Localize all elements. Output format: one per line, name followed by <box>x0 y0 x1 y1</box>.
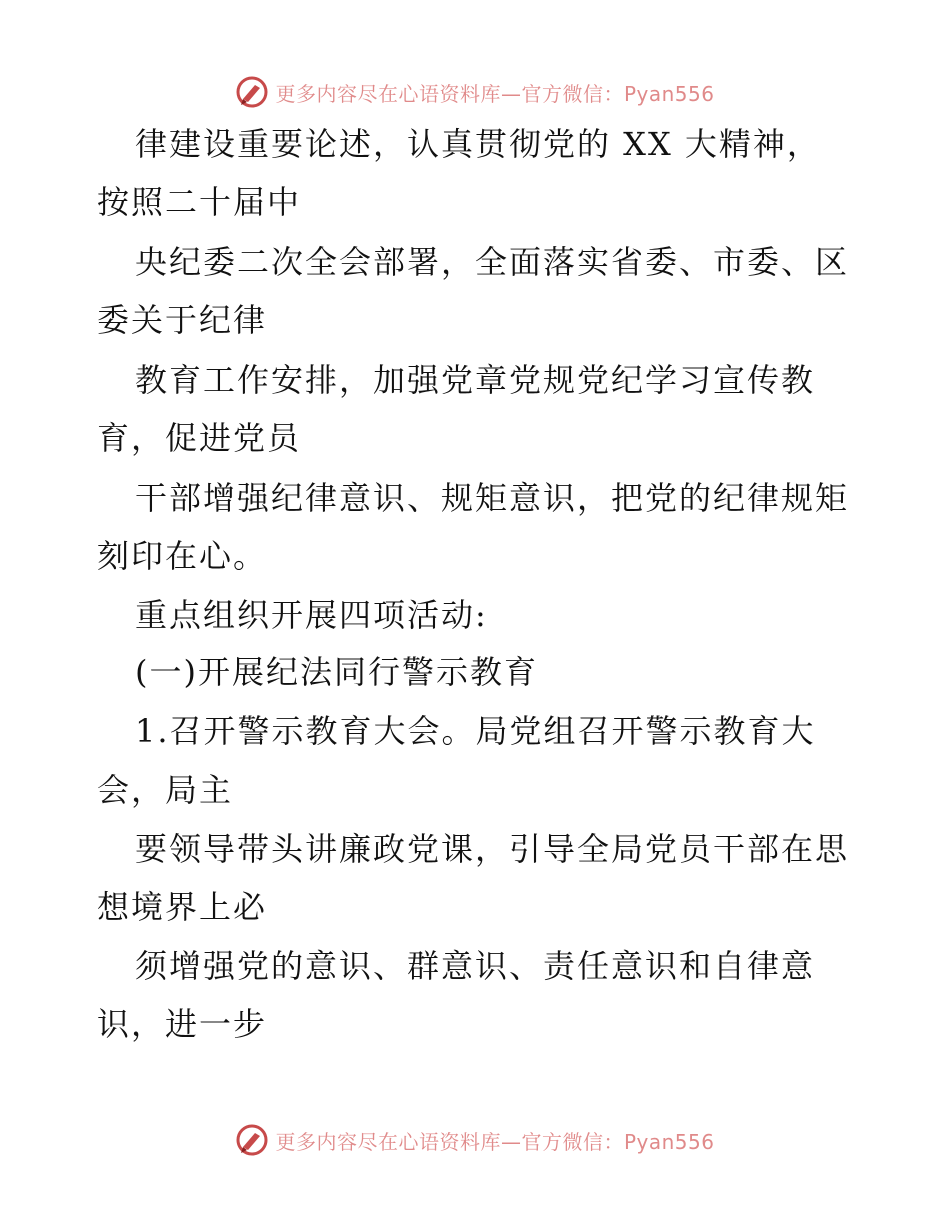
footer-watermark <box>0 1120 950 1160</box>
body-line-3: 央纪委二次全会部署，全面落实省委、市委、区 <box>135 243 850 281</box>
body-line-5: 教育工作安排，加强党章党规党纪学习宣传教 <box>135 361 816 399</box>
body-line-6: 育，促进党员 <box>97 419 302 457</box>
watermark-text: 更多内容尽在心语资料库—官方微信：Pyan556 <box>275 1129 715 1154</box>
section-heading: (一)开展纪法同行警示教育 <box>135 653 538 691</box>
body-line-12: 会，局主 <box>97 771 234 809</box>
header-watermark <box>0 72 950 112</box>
body-line-9: 重点组织开展四项活动: <box>135 596 488 634</box>
body-line-8: 刻印在心。 <box>97 537 268 575</box>
body-line-2: 按照二十届中 <box>97 183 302 221</box>
pen-logo-icon <box>235 75 269 109</box>
body-line-11: 1.召开警示教育大会。局党组召开警示教育大 <box>135 712 816 750</box>
body-line-14: 想境界上必 <box>97 888 268 926</box>
body-line-1: 律建设重要论述，认真贯彻党的 XX 大精神， <box>135 125 821 163</box>
body-line-15: 须增强党的意识、群意识、责任意识和自律意 <box>135 947 816 985</box>
body-line-7: 干部增强纪律意识、规矩意识，把党的纪律规矩 <box>135 479 850 517</box>
body-line-16: 识，进一步 <box>97 1005 268 1043</box>
pen-logo-icon <box>235 1123 269 1157</box>
body-line-4: 委关于纪律 <box>97 301 268 339</box>
body-line-13: 要领导带头讲廉政党课，引导全局党员干部在思 <box>135 830 850 868</box>
watermark-text: 更多内容尽在心语资料库—官方微信：Pyan556 <box>275 81 715 106</box>
